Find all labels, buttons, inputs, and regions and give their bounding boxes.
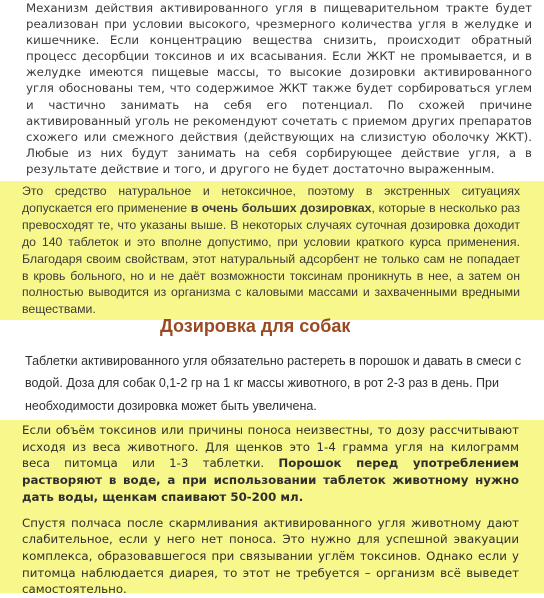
paragraph-dogs-dosage: [0, 350, 544, 416]
paragraph-gap: [22, 506, 519, 515]
paragraph-toxins-text-1: Если объём токсинов или причины поноса неизвестны, то дозу рассчитывают исходя из веса животного. Для щенков это 1-4 грамма угля на килограмм веса питомца или 1-3 таблетки.: [22, 423, 519, 471]
paragraph-toxins-bold: Порошок перед употреблением растворяют в воде, а при использовании таблеток животному нужно дать воды, щенкам спаивают 50-200 мл.: [22, 456, 519, 504]
paragraph-mechanism-text: Механизм действия активированного угля в пищеварительном тракте будет реализован при условии высокого, чрезмерного количества угля в желудке и кишечнике. Если концентрацию вещества снизить, происходит обратный процесс десорбции токсинов и их всасывания. Если ЖКТ не промывается, и в желудке имеются пищевые массы, то высокие дозировки активированного угля обоснованы тем, что содержимое ЖКТ также будет сорбироваться углем и частично занимать на себя его потенциал. По схожей причине активированный уголь не рекомендуют сочетать с приемом других препаратов схожего или смежного действия (действующих на слизистую оболочку ЖКТ). Любые из них будут занимать на себя сорбирующее действие угля, а в результате действие и того, и другого не будет достаточно выраженным.: [26, 1, 532, 176]
paragraph-mechanism: [0, 0, 544, 180]
highlighted-paragraph-dosage: [0, 181, 544, 320]
section-heading-text: Дозировка для собак: [160, 316, 351, 336]
section-heading: [0, 314, 544, 338]
paragraph-dogs-dosage-text: Таблетки активированного угля обязательно растереть в порошок и давать в смеси с водой. Доза для собак 0,1-2 гр на 1 кг массы животного, в рот 2-3 раз в день. При необходимости дозировка может быть увеличена.: [25, 354, 522, 413]
paragraph-dosage-text-2: , которые в несколько раз превосходят те, что указаны выше. В некоторых случаях суточная дозировка доходит до 140 таблеток и это вполне допустимо, при условии краткого курса применения. Благодаря своим свойствам, этот натуральный адсорбент не только сам не попадает в кровь больного, но и не даёт возможности токсинам проникнуть в нее, а затем он полностью выводится из организма с каловыми массами и захваченными вредными веществами.: [22, 200, 521, 317]
highlighted-paragraph-unknown-toxins: [0, 420, 544, 597]
paragraph-dosage-text-1: Это средство натуральное и нетоксичное, поэтому в экстренных ситуациях допускается его применение: [22, 184, 520, 215]
paragraph-laxative-text: Спустя полчаса после скармливания активированного угля животному дают слабительное, если у него нет поноса. Это нужно для успешной эвакуации комплекса, образовавшегося при связывании углём токсинов. Однако если у питомца наблюдается диарея, то этот не требуется – организм всё выведет самостоятельно.: [22, 515, 519, 597]
paragraph-dosage-bold: в очень больших дозировках: [190, 200, 372, 215]
